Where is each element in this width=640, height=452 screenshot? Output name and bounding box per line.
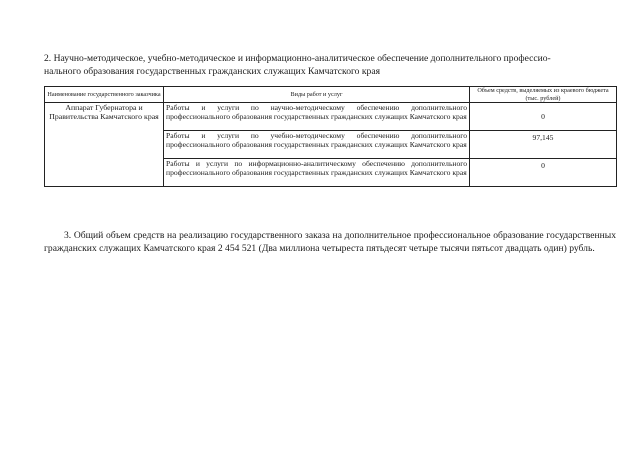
customer-cell: Аппарат Губернатора и Правительства Камчатского края — [45, 103, 164, 187]
work-cell: Работы и услуги по научно-методическому обеспечению дополнительного профессионального образования государственных гражданских служащих Камчатского края — [164, 103, 470, 131]
funding-table — [44, 86, 617, 187]
section-heading-line-2: нального образования государственных гражданских служащих Камчатского края — [44, 66, 381, 77]
table-row — [45, 103, 617, 131]
header-amount: Объем средств, выделяемых из краевого бюджета (тыс. рублей) — [470, 87, 617, 103]
amount-cell: 0 — [470, 103, 617, 131]
work-cell: Работы и услуги по информационно-аналитическому обеспечению дополнительного профессионального образования государственных гражданских служащих Камчатского края — [164, 159, 470, 187]
header-customer: Наименование государственного заказчика — [45, 87, 164, 103]
table-header-row — [45, 87, 617, 103]
section-heading-line-1: 2. Научно-методическое, учебно-методическое и информационно-аналитическое обеспечение дополнительного профессио- — [44, 53, 551, 64]
amount-cell: 97,145 — [470, 131, 617, 159]
header-work-types: Виды работ и услуг — [164, 87, 470, 103]
section-2-heading — [44, 52, 620, 78]
total-paragraph: 3. Общий объем средств на реализацию государственного заказа на дополнительное профессиональное образование государственных гражданских служащих Камчатского края 2 454 521 (Два миллиона четыреста пятьдесят четыре тысячи пятьсот двадцать один) рубль. — [44, 229, 616, 254]
work-cell: Работы и услуги по учебно-методическому обеспечению дополнительного профессионального образования государственных гражданских служащих Камчатского края — [164, 131, 470, 159]
amount-cell: 0 — [470, 159, 617, 187]
